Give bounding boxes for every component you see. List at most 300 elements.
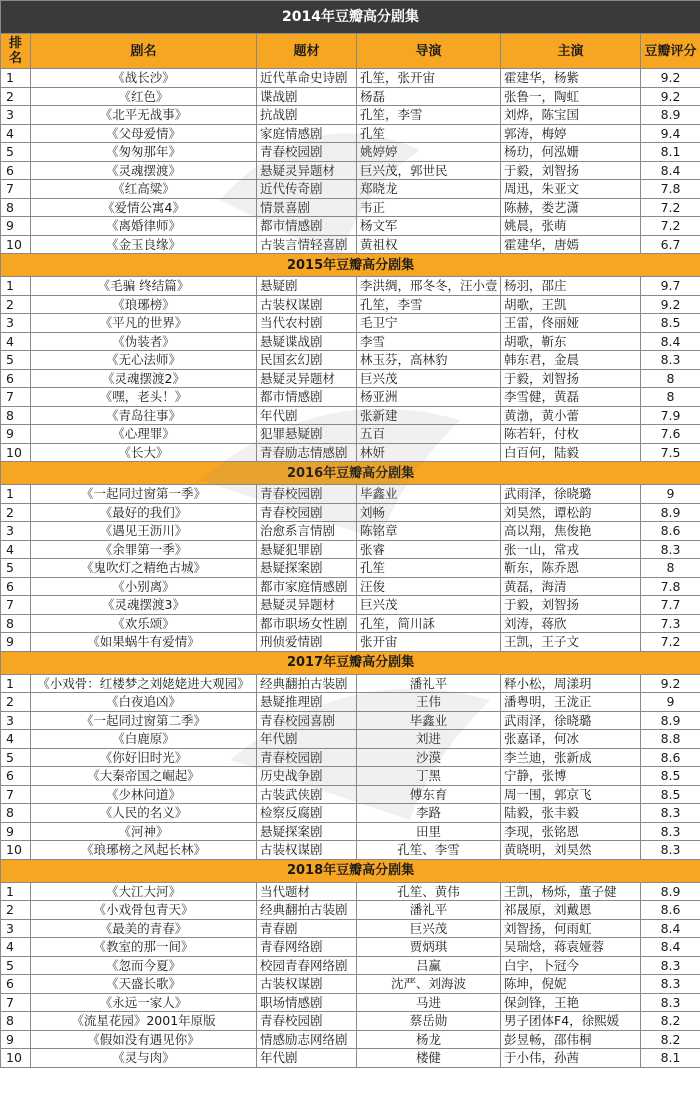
cell-cast: 霍建华，唐嫣 [501, 235, 641, 254]
cell-title: 《匆匆那年》 [31, 143, 257, 162]
cell-title: 《小别离》 [31, 577, 257, 596]
cell-cast: 李雪健，黄磊 [501, 388, 641, 407]
cell-rank: 2 [1, 901, 31, 920]
cell-score: 7.2 [641, 217, 700, 236]
cell-title: 《白鹿原》 [31, 730, 257, 749]
cell-score: 8.2 [641, 1030, 700, 1049]
cell-rank: 1 [1, 69, 31, 88]
table-row [1, 540, 700, 559]
cell-score: 8.6 [641, 901, 700, 920]
cell-director: 林妍 [357, 443, 501, 462]
cell-cast: 祁晟原，刘戴恩 [501, 901, 641, 920]
cell-director: 毕鑫业 [357, 711, 501, 730]
table-row [1, 369, 700, 388]
cell-director: 沙漠 [357, 748, 501, 767]
cell-rank: 3 [1, 314, 31, 333]
table-row [1, 388, 700, 407]
table-row [1, 503, 700, 522]
cell-genre: 历史战争剧 [257, 767, 357, 786]
cell-score: 8.1 [641, 1049, 700, 1068]
cell-genre: 近代传奇剧 [257, 180, 357, 199]
cell-genre: 古装武侠剧 [257, 785, 357, 804]
cell-genre: 经典翻拍古装剧 [257, 674, 357, 693]
table-row [1, 822, 700, 841]
cell-score: 7.3 [641, 614, 700, 633]
cell-cast: 张嘉译，何冰 [501, 730, 641, 749]
cell-cast: 霍建华，杨紫 [501, 69, 641, 88]
cell-director: 李洪绸，邢冬冬，汪小壹 [357, 277, 501, 296]
cell-genre: 都市情感剧 [257, 217, 357, 236]
cell-score: 8.3 [641, 804, 700, 823]
cell-title: 《北平无战事》 [31, 106, 257, 125]
cell-genre: 家庭情感剧 [257, 124, 357, 143]
cell-genre: 悬疑灵异题材 [257, 161, 357, 180]
cell-cast: 释小松，周漾玥 [501, 674, 641, 693]
cell-title: 《假如没有遇见你》 [31, 1030, 257, 1049]
cell-genre: 谍战剧 [257, 87, 357, 106]
cell-genre: 古装权谋剧 [257, 841, 357, 860]
cell-title: 《大江大河》 [31, 882, 257, 901]
cell-rank: 8 [1, 1012, 31, 1031]
cell-genre: 青春校园剧 [257, 485, 357, 504]
table-row [1, 767, 700, 786]
cell-director: 孔笙 [357, 124, 501, 143]
cell-title: 《金玉良缘》 [31, 235, 257, 254]
cell-title: 《你好旧时光》 [31, 748, 257, 767]
cell-genre: 青春校园剧 [257, 748, 357, 767]
cell-score: 8.5 [641, 314, 700, 333]
cell-director: 李雪 [357, 332, 501, 351]
cell-cast: 高以翔，焦俊艳 [501, 522, 641, 541]
cell-cast: 李现，张铭恩 [501, 822, 641, 841]
cell-score: 9.4 [641, 124, 700, 143]
cell-title: 《大秦帝国之崛起》 [31, 767, 257, 786]
cell-rank: 5 [1, 143, 31, 162]
table-row [1, 485, 700, 504]
table-row [1, 161, 700, 180]
cell-title: 《一起同过窗第一季》 [31, 485, 257, 504]
cell-rank: 3 [1, 711, 31, 730]
cell-genre: 古装权谋剧 [257, 975, 357, 994]
cell-genre: 悬疑谍战剧 [257, 332, 357, 351]
column-header-genre: 题材 [257, 34, 357, 69]
cell-rank: 5 [1, 559, 31, 578]
table-row [1, 785, 700, 804]
cell-rank: 8 [1, 614, 31, 633]
cell-title: 《嘿，老头！》 [31, 388, 257, 407]
cell-cast: 吴瑞焓，蒋袁娅蓉 [501, 938, 641, 957]
cell-director: 张睿 [357, 540, 501, 559]
cell-score: 8.4 [641, 332, 700, 351]
cell-cast: 王凯，杨烁，董子健 [501, 882, 641, 901]
cell-rank: 9 [1, 1030, 31, 1049]
cell-director: 杨磊 [357, 87, 501, 106]
cell-director: 巨兴茂 [357, 369, 501, 388]
table-row [1, 277, 700, 296]
cell-cast: 杨羽，邵庄 [501, 277, 641, 296]
cell-title: 《离婚律师》 [31, 217, 257, 236]
cell-cast: 黄磊，海清 [501, 577, 641, 596]
cell-genre: 青春校园剧 [257, 503, 357, 522]
cell-director: 杨亚洲 [357, 388, 501, 407]
cell-genre: 检察反腐剧 [257, 804, 357, 823]
cell-genre: 都市情感剧 [257, 388, 357, 407]
table-row [1, 633, 700, 652]
cell-director: 陈铭章 [357, 522, 501, 541]
cell-title: 《灵魂摆渡2》 [31, 369, 257, 388]
cell-score: 8.3 [641, 841, 700, 860]
cell-cast: 保剑锋，王艳 [501, 993, 641, 1012]
cell-director: 林玉芬，高林豹 [357, 351, 501, 370]
column-header-cast: 主演 [501, 34, 641, 69]
table-row [1, 711, 700, 730]
cell-score: 8 [641, 388, 700, 407]
table-row [1, 841, 700, 860]
cell-title: 《父母爱情》 [31, 124, 257, 143]
cell-rank: 9 [1, 425, 31, 444]
table-row [1, 1030, 700, 1049]
cell-rank: 7 [1, 993, 31, 1012]
cell-rank: 4 [1, 730, 31, 749]
table-row [1, 577, 700, 596]
table-row [1, 730, 700, 749]
table-row [1, 956, 700, 975]
cell-score: 8.3 [641, 822, 700, 841]
cell-rank: 7 [1, 596, 31, 615]
cell-director: 黄祖权 [357, 235, 501, 254]
cell-cast: 刘智扬，何雨虹 [501, 919, 641, 938]
cell-score: 8.4 [641, 919, 700, 938]
cell-genre: 情景喜剧 [257, 198, 357, 217]
cell-genre: 当代题材 [257, 882, 357, 901]
cell-cast: 刘昊然，谭松韵 [501, 503, 641, 522]
cell-director: 潘礼平 [357, 674, 501, 693]
table-row [1, 314, 700, 333]
cell-rank: 2 [1, 87, 31, 106]
cell-title: 《流星花园》2001年原版 [31, 1012, 257, 1031]
cell-title: 《无心法师》 [31, 351, 257, 370]
cell-rank: 10 [1, 443, 31, 462]
cell-rank: 9 [1, 633, 31, 652]
cell-cast: 黄渤，黄小蕾 [501, 406, 641, 425]
cell-director: 孔笙、李雪 [357, 841, 501, 860]
cell-title: 《爱情公寓4》 [31, 198, 257, 217]
cell-score: 8.9 [641, 711, 700, 730]
section-title: 2017年豆瓣高分剧集 [1, 651, 700, 674]
cell-cast: 靳东，陈乔恩 [501, 559, 641, 578]
cell-cast: 陆毅，张丰毅 [501, 804, 641, 823]
cell-director: 巨兴茂，郭世民 [357, 161, 501, 180]
cell-cast: 陈赫，娄艺潇 [501, 198, 641, 217]
table-row [1, 69, 700, 88]
table-row [1, 124, 700, 143]
column-header-title: 剧名 [31, 34, 257, 69]
cell-director: 孔笙 [357, 559, 501, 578]
cell-cast: 王雷，佟丽娅 [501, 314, 641, 333]
cell-score: 8 [641, 559, 700, 578]
cell-title: 《一起同过窗第二季》 [31, 711, 257, 730]
table-row [1, 87, 700, 106]
cell-rank: 10 [1, 1049, 31, 1068]
cell-cast: 于毅，刘智扬 [501, 596, 641, 615]
table-row [1, 938, 700, 957]
cell-genre: 职场情感剧 [257, 993, 357, 1012]
cell-genre: 刑侦爱情剧 [257, 633, 357, 652]
cell-cast: 杨玏，何泓姗 [501, 143, 641, 162]
cell-director: 孔笙、黄伟 [357, 882, 501, 901]
cell-director: 沈严、刘海波 [357, 975, 501, 994]
cell-title: 《教室的那一间》 [31, 938, 257, 957]
cell-genre: 治愈系言情剧 [257, 522, 357, 541]
cell-title: 《小戏骨：红楼梦之刘姥姥进大观园》 [31, 674, 257, 693]
table-row [1, 217, 700, 236]
cell-score: 8.6 [641, 522, 700, 541]
cell-genre: 古装权谋剧 [257, 295, 357, 314]
cell-cast: 张鲁一，陶虹 [501, 87, 641, 106]
column-header-score: 豆瓣评分 [641, 34, 700, 69]
cell-score: 8.9 [641, 106, 700, 125]
cell-score: 9.2 [641, 87, 700, 106]
cell-title: 《毛骗 终结篇》 [31, 277, 257, 296]
cell-genre: 悬疑推理剧 [257, 693, 357, 712]
cell-rank: 10 [1, 841, 31, 860]
cell-score: 8.4 [641, 161, 700, 180]
section-title: 2014年豆瓣高分剧集 [1, 1, 700, 34]
cell-genre: 悬疑犯罪剧 [257, 540, 357, 559]
cell-director: 刘畅 [357, 503, 501, 522]
table-row [1, 106, 700, 125]
cell-rank: 4 [1, 938, 31, 957]
table-row [1, 901, 700, 920]
cell-score: 9.7 [641, 277, 700, 296]
cell-title: 《平凡的世界》 [31, 314, 257, 333]
cell-score: 6.7 [641, 235, 700, 254]
table-row [1, 522, 700, 541]
table-row [1, 180, 700, 199]
cell-title: 《伪装者》 [31, 332, 257, 351]
cell-title: 《余罪第一季》 [31, 540, 257, 559]
cell-genre: 近代革命史诗剧 [257, 69, 357, 88]
cell-title: 《人民的名义》 [31, 804, 257, 823]
cell-cast: 王凯，王子文 [501, 633, 641, 652]
table-row [1, 975, 700, 994]
cell-rank: 7 [1, 388, 31, 407]
cell-title: 《灵魂摆渡3》 [31, 596, 257, 615]
cell-cast: 刘烨，陈宝国 [501, 106, 641, 125]
cell-score: 9.2 [641, 69, 700, 88]
table-row [1, 693, 700, 712]
cell-rank: 9 [1, 822, 31, 841]
section-title-row [1, 462, 700, 485]
cell-cast: 黄晓明，刘昊然 [501, 841, 641, 860]
cell-cast: 武雨泽，徐晓璐 [501, 711, 641, 730]
table-row [1, 674, 700, 693]
cell-cast: 周一围，郭京飞 [501, 785, 641, 804]
cell-score: 8.1 [641, 143, 700, 162]
cell-score: 7.5 [641, 443, 700, 462]
cell-genre: 悬疑灵异题材 [257, 596, 357, 615]
cell-rank: 6 [1, 975, 31, 994]
cell-genre: 悬疑探案剧 [257, 559, 357, 578]
cell-director: 汪俊 [357, 577, 501, 596]
cell-rank: 1 [1, 277, 31, 296]
cell-director: 毛卫宁 [357, 314, 501, 333]
section-title: 2015年豆瓣高分剧集 [1, 254, 700, 277]
cell-title: 《琅琊榜之风起长林》 [31, 841, 257, 860]
cell-title: 《小戏骨包青天》 [31, 901, 257, 920]
cell-score: 9.2 [641, 674, 700, 693]
cell-rank: 6 [1, 767, 31, 786]
cell-genre: 经典翻拍古装剧 [257, 901, 357, 920]
section-title-row [1, 254, 700, 277]
cell-title: 《如果蜗牛有爱情》 [31, 633, 257, 652]
cell-score: 9 [641, 693, 700, 712]
cell-rank: 8 [1, 198, 31, 217]
cell-cast: 于小伟，孙茜 [501, 1049, 641, 1068]
cell-cast: 胡歌，王凯 [501, 295, 641, 314]
cell-director: 巨兴茂 [357, 596, 501, 615]
cell-director: 傅东育 [357, 785, 501, 804]
cell-cast: 刘涛，蒋欣 [501, 614, 641, 633]
table-row [1, 559, 700, 578]
cell-genre: 悬疑探案剧 [257, 822, 357, 841]
table-row [1, 295, 700, 314]
cell-cast: 于毅，刘智扬 [501, 161, 641, 180]
cell-rank: 8 [1, 406, 31, 425]
cell-rank: 2 [1, 295, 31, 314]
section-title: 2018年豆瓣高分剧集 [1, 859, 700, 882]
cell-cast: 白百何，陆毅 [501, 443, 641, 462]
table-row [1, 748, 700, 767]
cell-genre: 情感励志网络剧 [257, 1030, 357, 1049]
table-row [1, 235, 700, 254]
cell-rank: 6 [1, 369, 31, 388]
cell-director: 孔笙，李雪 [357, 106, 501, 125]
table-row [1, 425, 700, 444]
cell-cast: 于毅，刘智扬 [501, 369, 641, 388]
cell-cast: 武雨泽，徐晓璐 [501, 485, 641, 504]
cell-genre: 抗战剧 [257, 106, 357, 125]
cell-rank: 4 [1, 540, 31, 559]
cell-director: 姚婷婷 [357, 143, 501, 162]
header-row [1, 34, 700, 69]
cell-title: 《河神》 [31, 822, 257, 841]
cell-director: 五百 [357, 425, 501, 444]
table-row [1, 596, 700, 615]
cell-cast: 张一山，常戎 [501, 540, 641, 559]
cell-director: 贾炳琪 [357, 938, 501, 957]
cell-score: 8.3 [641, 956, 700, 975]
cell-rank: 6 [1, 161, 31, 180]
cell-title: 《红色》 [31, 87, 257, 106]
cell-score: 7.8 [641, 577, 700, 596]
cell-title: 《最美的青春》 [31, 919, 257, 938]
cell-genre: 犯罪悬疑剧 [257, 425, 357, 444]
cell-title: 《天盛长歌》 [31, 975, 257, 994]
table-row [1, 406, 700, 425]
cell-rank: 1 [1, 485, 31, 504]
cell-cast: 陈若轩，付枚 [501, 425, 641, 444]
cell-director: 蔡岳勋 [357, 1012, 501, 1031]
cell-rank: 2 [1, 503, 31, 522]
cell-director: 巨兴茂 [357, 919, 501, 938]
cell-rank: 4 [1, 332, 31, 351]
cell-cast: 男子团体F4，徐熙媛 [501, 1012, 641, 1031]
cell-genre: 校园青春网络剧 [257, 956, 357, 975]
table-row [1, 919, 700, 938]
cell-director: 楼健 [357, 1049, 501, 1068]
cell-genre: 青春剧 [257, 919, 357, 938]
cell-title: 《灵与肉》 [31, 1049, 257, 1068]
cell-rank: 9 [1, 217, 31, 236]
cell-title: 《白夜追凶》 [31, 693, 257, 712]
cell-title: 《最好的我们》 [31, 503, 257, 522]
cell-cast: 彭昱畅，邵伟桐 [501, 1030, 641, 1049]
cell-cast: 姚晨，张萌 [501, 217, 641, 236]
cell-title: 《鬼吹灯之精绝古城》 [31, 559, 257, 578]
cell-rank: 10 [1, 235, 31, 254]
table-row [1, 351, 700, 370]
cell-title: 《灵魂摆渡》 [31, 161, 257, 180]
cell-title: 《青岛往事》 [31, 406, 257, 425]
column-header-director: 导演 [357, 34, 501, 69]
cell-score: 8.8 [641, 730, 700, 749]
cell-cast: 陈坤，倪妮 [501, 975, 641, 994]
cell-score: 7.7 [641, 596, 700, 615]
cell-cast: 周迅，朱亚文 [501, 180, 641, 199]
cell-rank: 3 [1, 522, 31, 541]
cell-genre: 都市家庭情感剧 [257, 577, 357, 596]
table-row [1, 332, 700, 351]
cell-director: 杨文军 [357, 217, 501, 236]
table-row [1, 198, 700, 217]
cell-rank: 3 [1, 106, 31, 125]
cell-genre: 民国玄幻剧 [257, 351, 357, 370]
cell-genre: 当代农村剧 [257, 314, 357, 333]
cell-cast: 胡歌，靳东 [501, 332, 641, 351]
table-row [1, 1049, 700, 1068]
section-title-row [1, 1, 700, 34]
cell-title: 《遇见王沥川》 [31, 522, 257, 541]
table-row [1, 443, 700, 462]
section-title-row [1, 651, 700, 674]
cell-director: 潘礼平 [357, 901, 501, 920]
cell-genre: 悬疑剧 [257, 277, 357, 296]
cell-director: 丁黑 [357, 767, 501, 786]
cell-director: 张新建 [357, 406, 501, 425]
cell-title: 《心理罪》 [31, 425, 257, 444]
cell-rank: 2 [1, 693, 31, 712]
table-row [1, 614, 700, 633]
cell-cast: 郭涛，梅婷 [501, 124, 641, 143]
cell-genre: 年代剧 [257, 1049, 357, 1068]
cell-title: 《长大》 [31, 443, 257, 462]
table-row [1, 804, 700, 823]
cell-score: 8 [641, 369, 700, 388]
table-row [1, 882, 700, 901]
cell-director: 李路 [357, 804, 501, 823]
cell-director: 孔笙，简川訸 [357, 614, 501, 633]
cell-director: 郑晓龙 [357, 180, 501, 199]
cell-rank: 5 [1, 748, 31, 767]
cell-score: 8.6 [641, 748, 700, 767]
cell-genre: 青春校园喜剧 [257, 711, 357, 730]
cell-title: 《琅琊榜》 [31, 295, 257, 314]
cell-score: 7.8 [641, 180, 700, 199]
cell-rank: 7 [1, 180, 31, 199]
cell-rank: 5 [1, 956, 31, 975]
cell-director: 杨龙 [357, 1030, 501, 1049]
